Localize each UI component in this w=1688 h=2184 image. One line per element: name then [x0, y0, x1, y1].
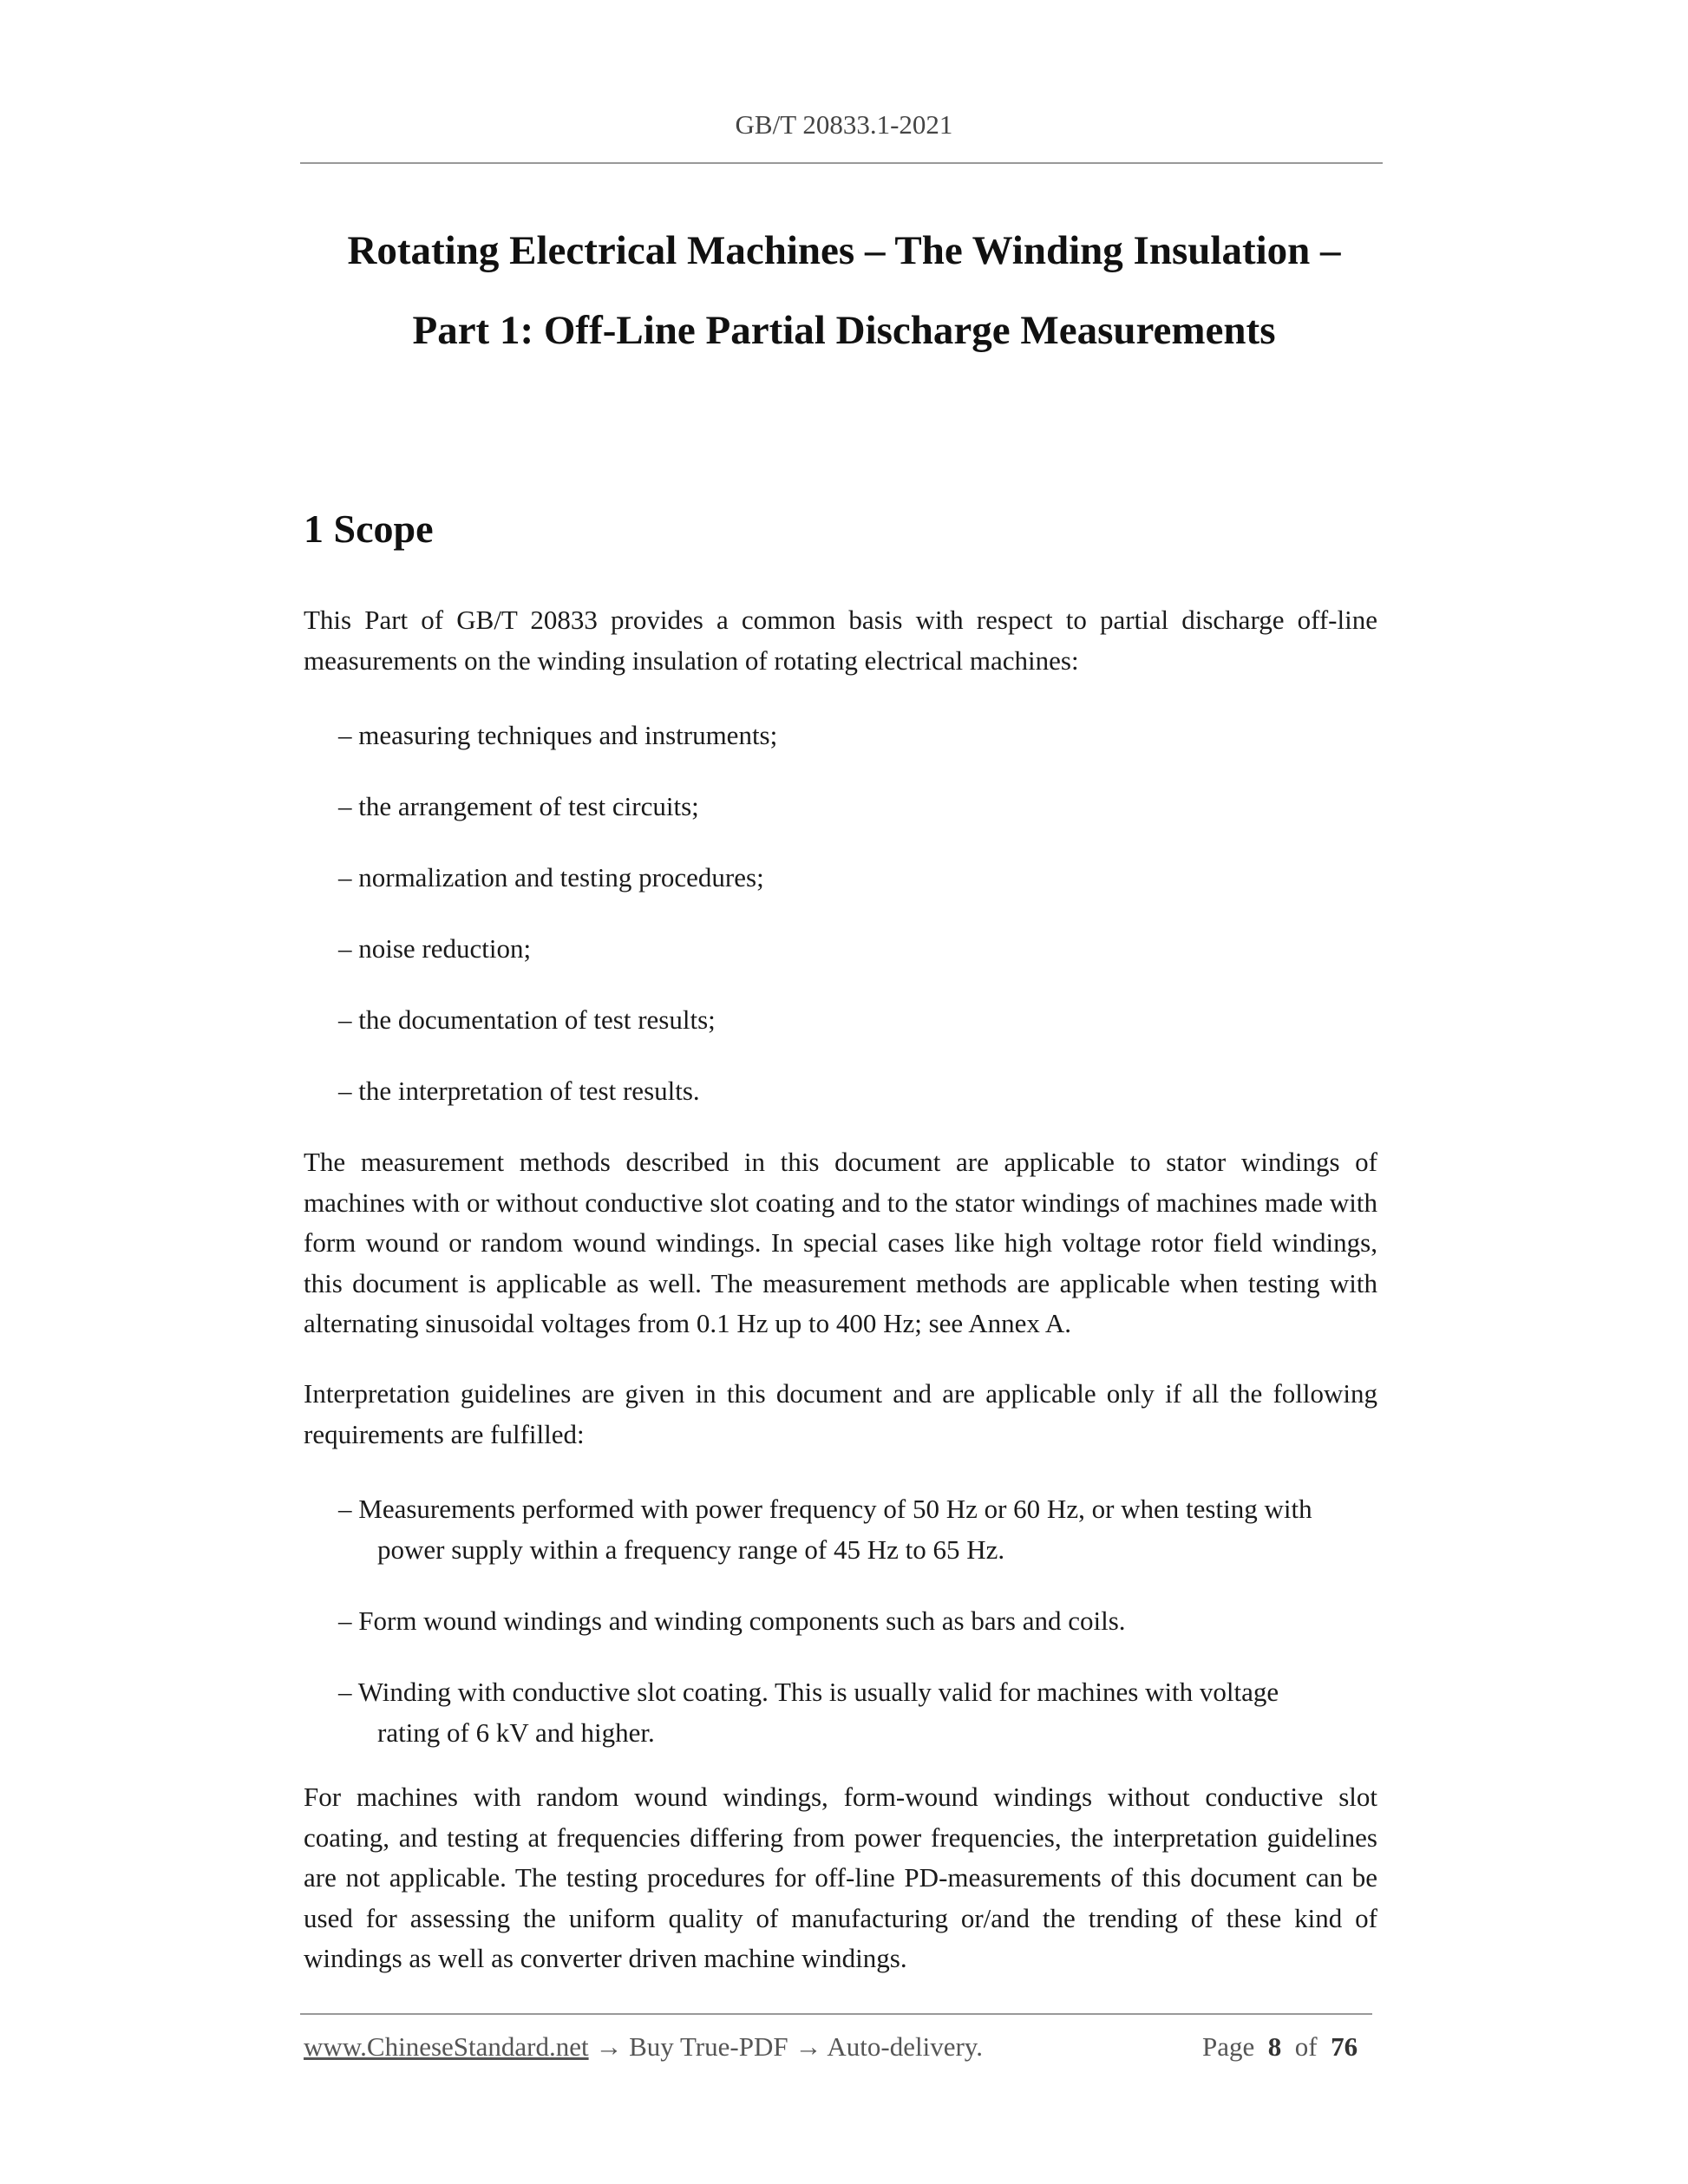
footer-divider [300, 2013, 1372, 2015]
section-heading-scope: 1 Scope [304, 507, 434, 551]
scope-paragraph-1: This Part of GB/T 20833 provides a common basis with respect to partial discharge off-line measurements on the winding insulation of rotating electrical machines: [304, 605, 1377, 676]
arrow-icon: → [595, 2031, 623, 2062]
list-item: – the documentation of test results; [338, 1004, 716, 1035]
requirement-text: – Winding with conductive slot coating. This is usually valid for machines with voltage [338, 1677, 1279, 1707]
of-label: of [1294, 2031, 1318, 2062]
page-label: Page [1202, 2031, 1255, 2062]
requirement-list-item [338, 1489, 1377, 1570]
requirement-list-item [338, 1672, 1377, 1753]
current-page-number: 8 [1267, 2031, 1282, 2062]
document-title-line-1: Rotating Electrical Machines – The Winding Insulation – [347, 228, 1341, 273]
document-title-line-2: Part 1: Off-Line Partial Discharge Measurements [412, 308, 1276, 353]
list-item: – normalization and testing procedures; [338, 862, 764, 893]
auto-delivery-text: Auto-delivery. [827, 2031, 984, 2062]
footer-promo [304, 2031, 983, 2063]
header-standard-code: GB/T 20833.1-2021 [735, 109, 953, 140]
buy-pdf-text: Buy True-PDF [629, 2031, 788, 2062]
total-page-count: 76 [1331, 2031, 1358, 2062]
requirement-text: – Measurements performed with power frequency of 50 Hz or 60 Hz, or when testing with [338, 1494, 1312, 1524]
scope-paragraph-4: For machines with random wound windings, form-wound windings without conductive slot coating, and testing at frequencies differing from power frequencies, the interpretation guidelines are not applicable. The testing procedures for off-line PD-measurements of this document can be used for assessing the uniform quality of manufacturing or/and the trending of these kind of windings as well as converter driven machine windings. [304, 1782, 1377, 1973]
header-divider [300, 162, 1383, 164]
website-link[interactable]: www.ChineseStandard.net [304, 2031, 589, 2062]
requirement-text: – Form wound windings and winding components such as bars and coils. [338, 1605, 1126, 1636]
list-item: – measuring techniques and instruments; [338, 720, 778, 750]
scope-paragraph-2: The measurement methods described in this document are applicable to stator windings of machines with or without conductive slot coating and to the stator windings of machines made with form wound or random wound windings. In special cases like high voltage rotor field windings, this document is applicable as well. The measurement methods are applicable when testing with alternating sinusoidal voltages from 0.1 Hz up to 400 Hz; see Annex A. [304, 1147, 1377, 1338]
list-item: – the interpretation of test results. [338, 1076, 700, 1106]
arrow-icon: → [795, 2031, 822, 2062]
page-indicator [1202, 2031, 1358, 2063]
list-item: – noise reduction; [338, 933, 532, 964]
requirement-text-continued: power supply within a frequency range of 45 Hz to 65 Hz. [377, 1533, 1005, 1565]
requirement-text-continued: rating of 6 kV and higher. [377, 1716, 655, 1748]
requirement-list-item [338, 1601, 1377, 1642]
list-item: – the arrangement of test circuits; [338, 791, 699, 821]
scope-paragraph-3: Interpretation guidelines are given in this document and are applicable only if all the following requirements are fulfilled: [304, 1378, 1377, 1449]
